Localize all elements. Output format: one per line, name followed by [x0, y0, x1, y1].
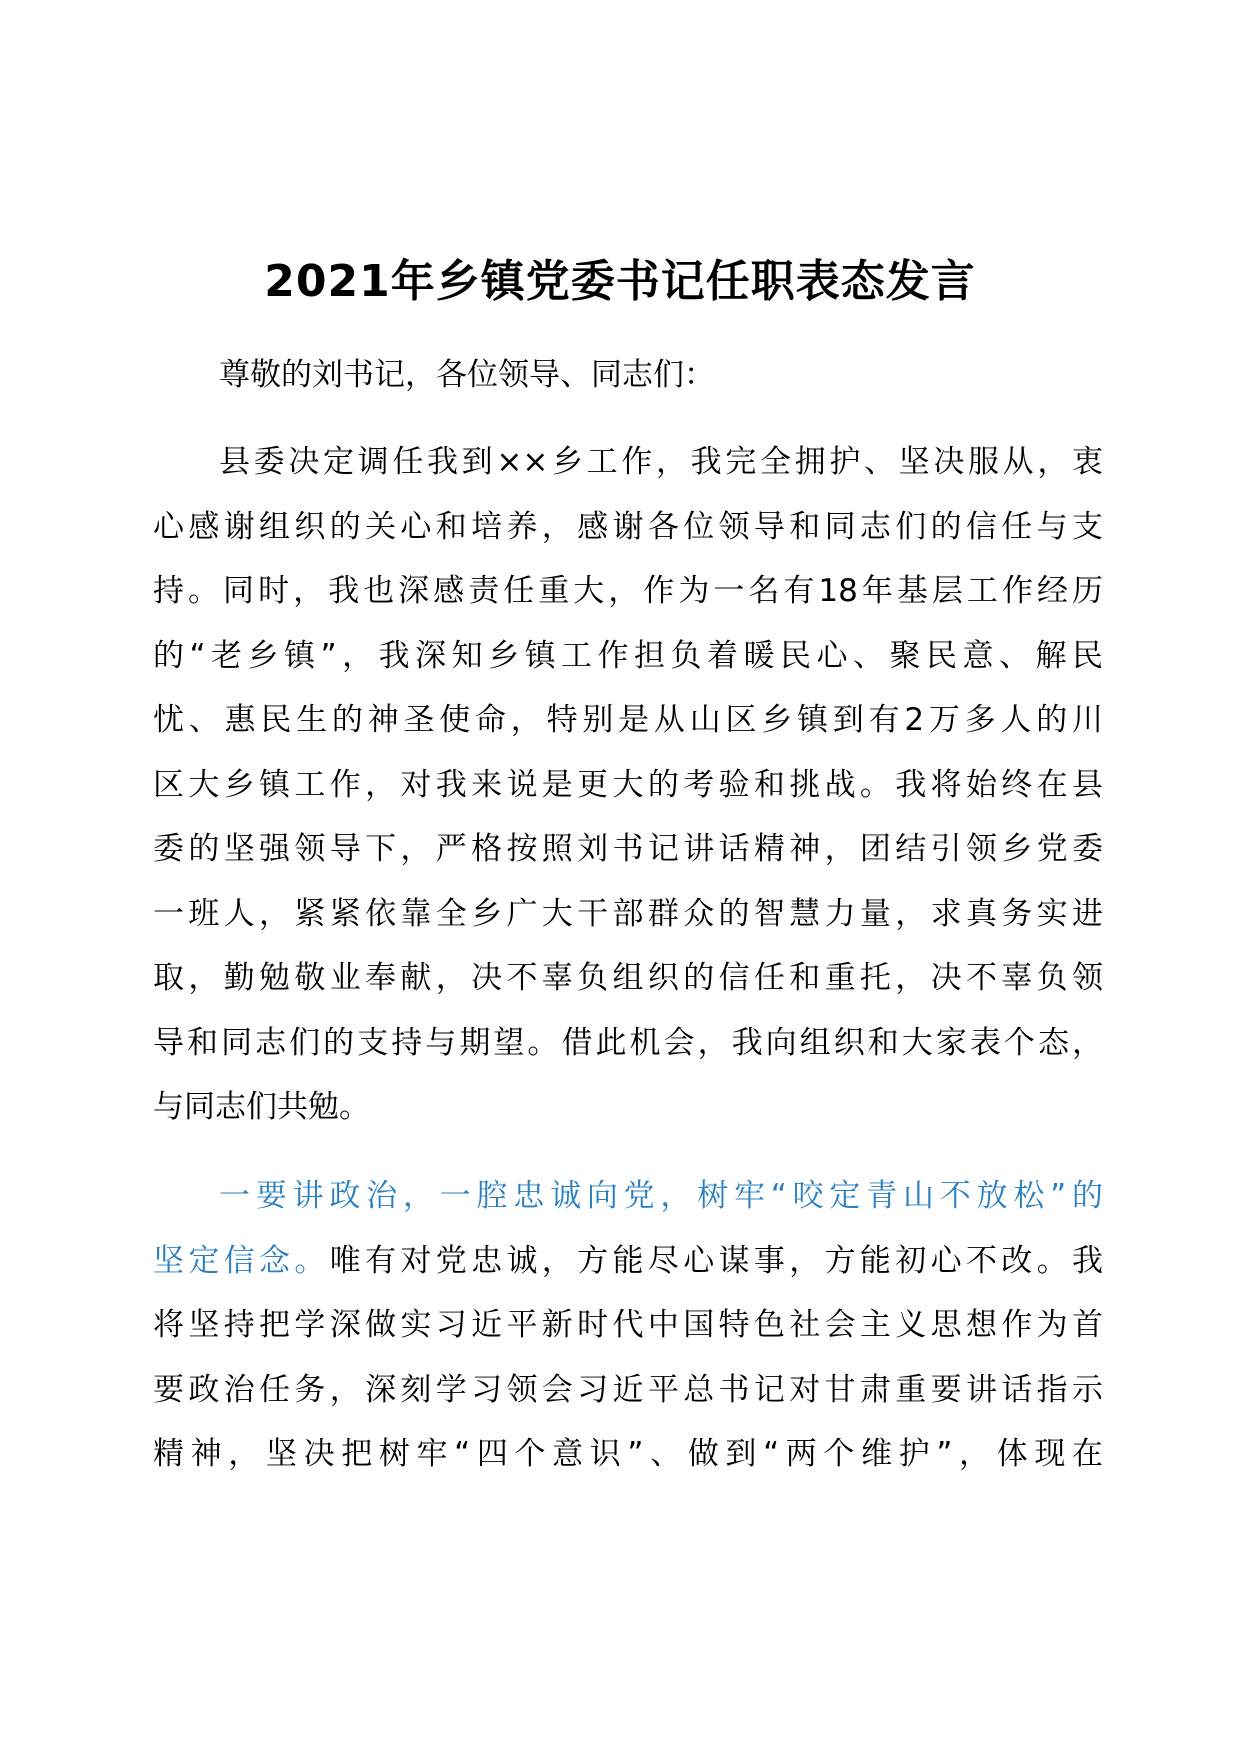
paragraph-line: 区大乡镇工作，对我来说是更大的考验和挑战。我将始终在县 — [153, 766, 1103, 803]
paragraph-line: 县委决定调任我到××乡工作，我完全拥护、坚决服从，衷 — [219, 444, 1103, 480]
paragraph-line — [153, 1164, 1103, 1229]
paragraph-line: 与同志们共勉。 — [153, 1089, 370, 1125]
paragraph-line: 的“老乡镇”，我深知乡镇工作担负着暖民心、聚民意、解民 — [153, 637, 1103, 674]
document-title: 2021年乡镇党委书记任职表态发言 — [264, 256, 976, 307]
paragraph-line: 持。同时，我也深感责任重大，作为一名有18年基层工作经历 — [153, 573, 1103, 609]
paragraph-intro — [153, 430, 1103, 1140]
paragraph-line: 要政治任务，深刻学习领会习近平总书记对甘肃重要讲话指示 — [153, 1371, 1103, 1408]
paragraph-line: 取，勤勉敬业奉献，决不辜负组织的信任和重托，决不辜负领 — [153, 960, 1103, 996]
paragraph-line: 心感谢组织的关心和培养，感谢各位领导和同志们的信任与支 — [153, 508, 1103, 545]
paragraph-text: 唯有对党忠诚，方能尽心谋事，方能初心不改。我 — [329, 1242, 1104, 1279]
paragraph-line: 精神，坚决把树牢“四个意识”、做到“两个维护”，体现在 — [153, 1436, 1103, 1472]
salutation: 尊敬的刘书记，各位领导、同志们： — [219, 357, 715, 393]
section-heading-continued: 坚定信念。 — [153, 1242, 330, 1279]
section-heading: 一要讲政治，一腔忠诚向党，树牢“咬定青山不放松”的 — [219, 1178, 1103, 1214]
paragraph-line: 导和同志们的支持与期望。借此机会，我向组织和大家表个态， — [153, 1024, 1103, 1061]
paragraph-politics — [153, 1164, 1103, 1487]
paragraph-line: 委的坚强领导下，严格按照刘书记讲话精神，团结引领乡党委 — [153, 831, 1103, 867]
paragraph-line — [153, 1229, 1103, 1294]
paragraph-line: 一班人，紧紧依靠全乡广大干部群众的智慧力量，求真务实进 — [153, 895, 1103, 932]
paragraph-line: 将坚持把学深做实习近平新时代中国特色社会主义思想作为首 — [153, 1307, 1103, 1343]
paragraph-line: 忧、惠民生的神圣使命，特别是从山区乡镇到有2万多人的川 — [153, 702, 1103, 738]
